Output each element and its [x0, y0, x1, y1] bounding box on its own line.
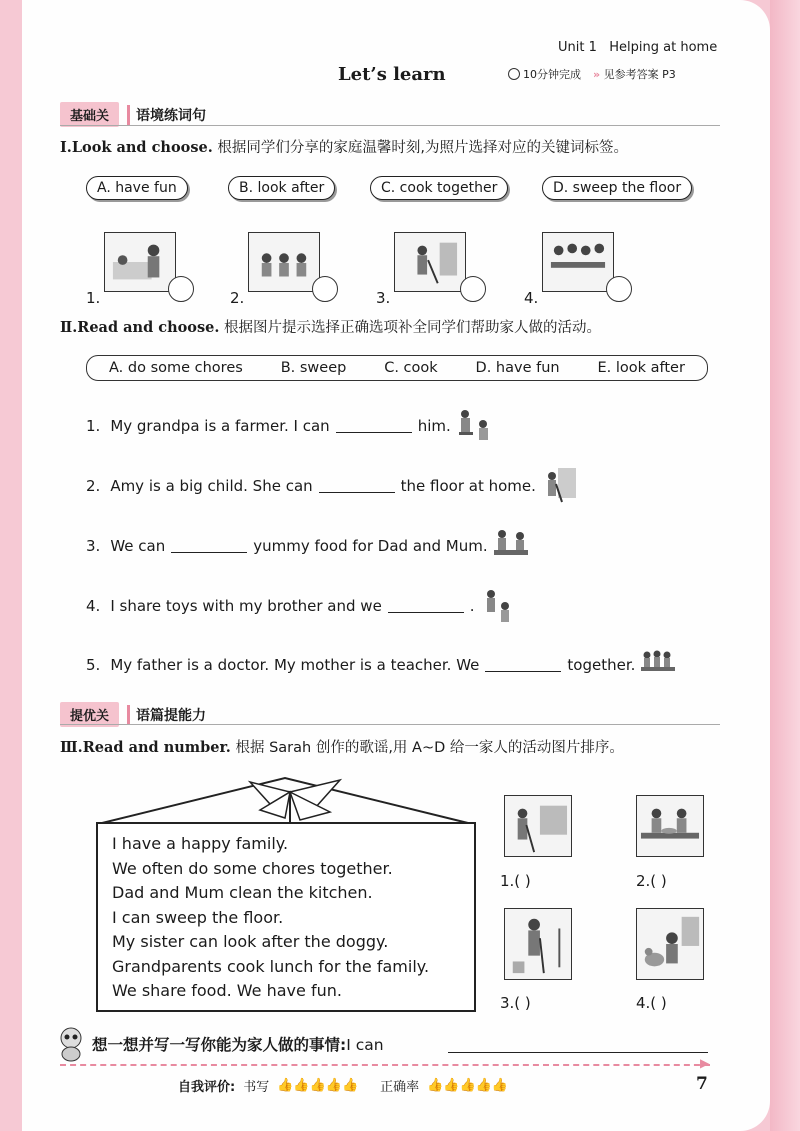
picture-sweep-kitchen — [504, 795, 572, 857]
answer-circle[interactable] — [606, 276, 632, 302]
answer-4[interactable]: 4.( ) — [636, 994, 667, 1012]
answer-circle[interactable] — [460, 276, 486, 302]
sentence-4: 4. I share toys with my brother and we . — [86, 586, 517, 626]
arrow-right-icon: ▶ — [700, 1056, 710, 1070]
option-c: C. cook — [384, 360, 438, 376]
time-limit: 10分钟完成 — [508, 66, 581, 82]
think-write-prompt: 想一想并写一写你能为家人做的事情:I can — [92, 1036, 384, 1054]
question-3-heading: Ⅲ.Read and number. 根据 Sarah 创作的歌谣,用 A~D 给一家人的活动图片排序。 — [60, 739, 624, 756]
answer-3[interactable]: 3.( ) — [500, 994, 531, 1012]
question-2-heading: Ⅱ.Read and choose. 根据图片提示选择正确选项补全同学们帮助家人做的活动。 — [60, 319, 602, 336]
house-roof — [90, 768, 480, 828]
section-subtitle: 语境练词句 — [127, 105, 206, 125]
option-c-label: C. cook together — [370, 176, 508, 200]
photo-look-after — [104, 232, 176, 292]
answer-reference: » 见参考答案 P3 — [593, 68, 676, 81]
sentence-1: 1. My grandpa is a farmer. I can him. — [86, 406, 493, 446]
poem-line: I can sweep the floor. — [112, 907, 284, 927]
sentence-3: 3. We can yummy food for Dad and Mum. — [86, 526, 530, 566]
thumbs-up-rating-accuracy[interactable]: 👍👍👍👍👍 — [427, 1078, 509, 1093]
unit-number: Unit 1 — [558, 40, 597, 55]
option-e: E. look after — [597, 360, 685, 376]
answer-1[interactable]: 1.( ) — [500, 872, 531, 890]
unit-header — [558, 40, 717, 55]
page-number: 7 — [696, 1074, 708, 1094]
section-basic — [60, 102, 206, 127]
picture-sister-sweep — [504, 908, 572, 980]
photo-cook-together — [542, 232, 614, 292]
divider — [60, 125, 720, 126]
family-illustration — [639, 645, 677, 685]
sentence-5: 5. My father is a doctor. My mother is a teacher. We together. — [86, 645, 677, 685]
poem-line: I have a happy family. — [112, 834, 289, 853]
write-line-input[interactable] — [448, 1052, 708, 1053]
option-b-label: B. look after — [228, 176, 335, 200]
blank-input[interactable] — [336, 419, 412, 433]
unit-title: Helping at home — [609, 40, 718, 55]
option-d-label: D. sweep the floor — [542, 176, 692, 200]
options-bar — [86, 355, 708, 381]
blank-input[interactable] — [319, 479, 395, 493]
photo-have-fun — [248, 232, 320, 292]
poem-line: Grandparents cook lunch for the family. — [112, 956, 430, 976]
chevron-right-icon: » — [593, 68, 601, 81]
section-tag: 提优关 — [60, 702, 119, 727]
thumbs-up-rating-writing[interactable]: 👍👍👍👍👍 — [277, 1078, 359, 1093]
answer-circle[interactable] — [168, 276, 194, 302]
answer-2[interactable]: 2.( ) — [636, 872, 667, 890]
option-a: A. do some chores — [109, 360, 243, 376]
item-number: 2. — [230, 289, 245, 307]
playing-illustration — [479, 586, 517, 626]
poem-line: We often do some chores together. — [112, 858, 393, 878]
blank-input[interactable] — [485, 658, 561, 672]
option-a-label: A. have fun — [86, 176, 188, 200]
self-evaluation: 自我评价: 书写 👍👍👍👍👍 正确率 👍👍👍👍👍 — [178, 1078, 509, 1095]
picture-look-after-dog — [636, 908, 704, 980]
poem-line: My sister can look after the doggy. — [112, 932, 389, 951]
poem-text — [98, 824, 474, 1004]
clock-icon — [508, 68, 520, 80]
sweeping-illustration — [540, 466, 578, 506]
option-d: D. have fun — [475, 360, 560, 376]
question-1-heading: Ⅰ.Look and choose. 根据同学们分享的家庭温馨时刻,为照片选择对应的关键词标签。 — [60, 139, 628, 156]
photo-sweep — [394, 232, 466, 292]
section-tag: 基础关 — [60, 102, 119, 127]
grandpa-illustration — [455, 406, 493, 446]
answer-circle[interactable] — [312, 276, 338, 302]
item-number: 1. — [86, 289, 101, 307]
time-info — [508, 66, 676, 82]
item-number: 3. — [376, 289, 391, 307]
poem-line: We share food. We have fun. — [112, 981, 342, 1000]
page-edge — [770, 0, 800, 1131]
sentence-2: 2. Amy is a big child. She can the floor at home. — [86, 466, 578, 506]
mascot-icon — [56, 1026, 86, 1062]
blank-input[interactable] — [388, 599, 464, 613]
picture-cook-lunch — [636, 795, 704, 857]
divider — [60, 724, 720, 725]
cooking-illustration — [492, 526, 530, 566]
section-subtitle: 语篇提能力 — [127, 705, 206, 725]
blank-input[interactable] — [171, 539, 247, 553]
item-number: 4. — [524, 289, 539, 307]
dashed-divider — [60, 1064, 710, 1066]
poem-line: Dad and Mum clean the kitchen. — [112, 883, 373, 902]
sentence-starter: I can — [346, 1036, 384, 1054]
option-b: B. sweep — [280, 360, 347, 376]
lesson-title: Let’s learn — [338, 64, 446, 85]
poem-box — [96, 822, 476, 1012]
